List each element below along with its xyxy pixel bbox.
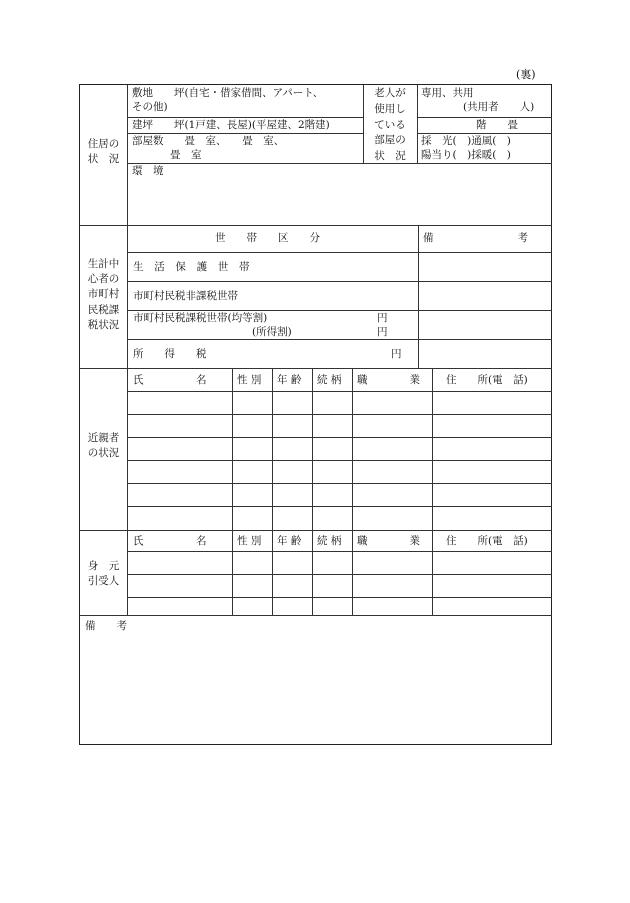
relatives-header-relation: 続 柄 [317,374,342,386]
guarantor-section-label: 身 元 引受人 [87,560,120,588]
table-row [127,551,552,552]
sharer-count: (共用者 人) [463,101,535,113]
table-row [127,506,552,507]
guarantor-header-age: 年 齢 [277,535,302,547]
table-vline [432,368,433,615]
relatives-section-label: 近親者 の状況 [87,432,120,460]
tax-section-label: 生計中 心者の 市町村 民税課 税状況 [87,258,120,331]
welfare-household: 生 活 保 護 世 帯 [133,261,254,273]
remarks-label: 備 考 [85,620,127,632]
relatives-header-name: 氏 名 [133,374,207,386]
table-row [127,597,552,598]
guarantor-header-relation: 続 柄 [317,535,342,547]
housing-line [417,133,552,134]
yen-unit: 円 [391,348,402,360]
table-vline [312,368,313,615]
relatives-header-sex: 性 別 [237,374,262,386]
tax-vline [418,225,419,368]
tax-line [127,281,552,282]
table-row [127,414,552,415]
table-row [127,460,552,461]
site-area-cont: その他) [132,101,168,113]
yen-unit: 円 [377,326,388,338]
housing-line [127,133,363,134]
tax-remarks-header: 備 考 [423,232,528,244]
guarantor-header-occupation: 職 業 [357,535,420,547]
section-divider [80,368,552,369]
table-row [127,437,552,438]
rooms-field: 部屋数 畳 室、 畳 室、 [132,135,285,147]
site-area-field: 敷地 坪(自宅・借家借間、アパート、 [132,87,324,99]
income-based-tax: (所得割) [252,326,292,338]
tax-line [127,252,552,253]
exclusive-shared: 専用、共用 [421,87,474,99]
table-vline [352,368,353,615]
table-row [127,574,552,575]
housing-line [127,117,363,118]
light-ventilation: 採 光( )通風( ) [421,135,511,147]
household-category-header: 世 帯 区 分 [215,232,320,244]
housing-section-label: 住居の 状 況 [87,138,120,166]
guarantor-header-name: 氏 名 [133,535,207,547]
table-vline [272,368,273,615]
form-frame [79,84,552,745]
table-row [127,483,552,484]
yen-unit: 円 [377,312,388,324]
relatives-header-address: 住 所(電 話) [446,374,528,386]
guarantor-header-address: 住 所(電 話) [446,535,528,547]
environment-field: 環 境 [132,165,164,177]
table-vline [232,368,233,615]
tax-line [127,339,552,340]
relatives-header-occupation: 職 業 [357,374,420,386]
page-side-mark: (裏) [516,68,536,81]
non-taxable-household: 市町村民税非課税世帯 [133,290,238,302]
sun-heating: 陽当り( )採暖( ) [421,149,511,161]
housing-line [417,117,552,118]
housing-vline [417,85,418,163]
floor-area-field: 建坪 坪(1戸建、長屋)(平屋建、2階建) [132,119,330,131]
section-divider [80,225,552,226]
housing-line [127,163,552,164]
room-floor-level: 階 畳 [476,119,518,131]
section-divider [80,615,552,616]
relatives-header-age: 年 齢 [277,374,302,386]
income-tax: 所 得 税 [133,348,207,360]
guarantor-header-sex: 性 別 [237,535,262,547]
taxable-household: 市町村民税課税世帯(均等割) [133,312,268,324]
elder-room-label: 老人が 使用し ている 部屋の 状 況 [374,87,406,162]
label-column-divider [127,85,128,615]
tax-line [127,310,552,311]
table-row [127,391,552,392]
rooms-cont: 畳 室 [170,149,202,161]
section-divider [80,530,552,531]
